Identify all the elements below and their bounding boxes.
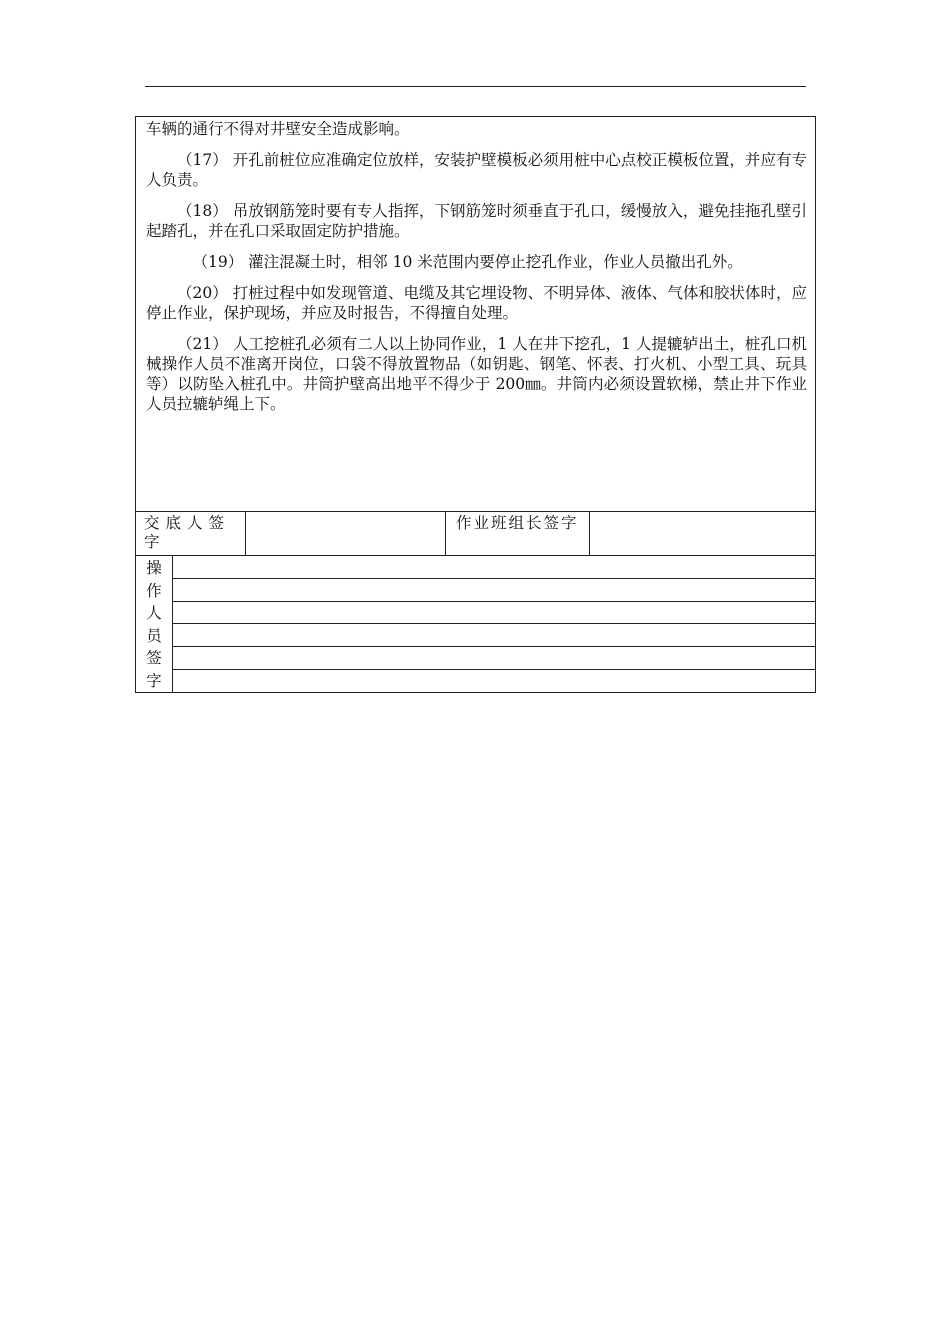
operator-label-char: 操: [146, 559, 162, 577]
safety-briefing-table: [135, 116, 816, 693]
paragraph-item-18: （18） 吊放钢筋笼时要有专人指挥，下钢筋笼时须垂直于孔口，缓慢放入，避免挂拖孔壁引起踏孔，并在孔口采取固定防护措施。: [146, 202, 807, 240]
signature-row: [136, 512, 815, 556]
operator-label-char: 作: [146, 581, 162, 600]
operator-signature-line[interactable]: [173, 556, 815, 579]
operator-signature-line[interactable]: [173, 579, 815, 602]
team-leader-signature-label: 作业班组长签字: [446, 512, 590, 555]
operator-label-char: 人: [146, 604, 162, 623]
paragraph-item-19: （19） 灌注混凝土时，相邻 10 米范围内要停止挖孔作业，作业人员撤出孔外。: [192, 253, 743, 271]
paragraph-item-20: （20） 打桩过程中如发现管道、电缆及其它埋设物、不明异体、液体、气体和胶状体时，应停止作业，保护现场，并应及时报告，不得擅自处理。: [146, 284, 807, 322]
briefer-signature-field[interactable]: [246, 512, 446, 555]
operator-signature-block: [136, 556, 815, 692]
operator-label-char: 员: [146, 626, 162, 645]
paragraph-item-21: （21） 人工挖桩孔必须有二人以上协同作业，1 人在井下挖孔，1 人提辘轳出土，桩孔口机械操作人员不准离开岗位，口袋不得放置物品（如钥匙、钢笔、怀表、打火机、小型工具、玩具等）以防坠入桩孔中。井筒护壁高出地平不得少于 200㎜。井筒内必须设置软梯，禁止井下作业人员拉辘轳绳上下。: [146, 335, 807, 413]
operator-signature-line[interactable]: [173, 624, 815, 647]
briefer-signature-label: 交底人签字: [136, 512, 246, 555]
operator-signature-lines: [173, 556, 815, 692]
paragraph-continued: 车辆的通行不得对井壁安全造成影响。: [146, 120, 410, 138]
operator-label-char: 签: [146, 649, 162, 668]
paragraph-item-17: （17） 开孔前桩位应准确定位放样，安装护壁模板必须用桩中心点校正模板位置，并应有专人负责。: [146, 151, 807, 189]
operator-signature-line[interactable]: [173, 647, 815, 670]
operator-signature-line[interactable]: [173, 670, 815, 692]
header-rule: [145, 86, 806, 87]
team-leader-signature-field[interactable]: [590, 512, 815, 555]
operator-label-char: 字: [146, 671, 162, 690]
operator-signature-label: [136, 556, 173, 692]
operator-signature-line[interactable]: [173, 602, 815, 625]
briefing-content: [136, 117, 815, 512]
